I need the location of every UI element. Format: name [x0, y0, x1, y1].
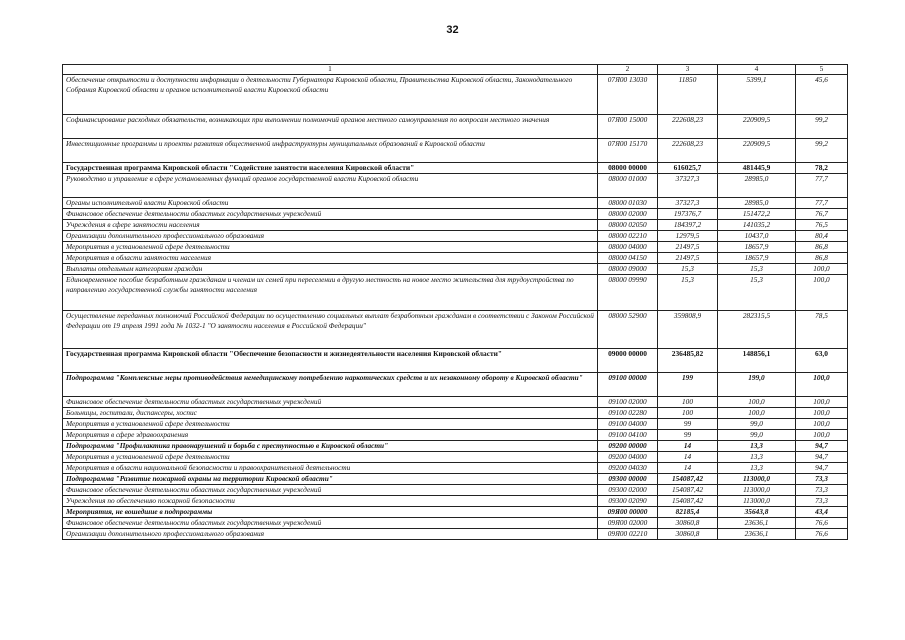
row-percent-cell: 76,5 — [796, 220, 848, 231]
row-plan-cell: 199 — [658, 373, 718, 397]
row-plan-cell: 616025,7 — [658, 163, 718, 174]
row-fact-cell: 113000,0 — [718, 474, 796, 485]
row-plan-cell: 15,3 — [658, 275, 718, 311]
row-code-cell: 08000 09000 — [598, 264, 658, 275]
row-percent-cell: 78,2 — [796, 163, 848, 174]
row-name-cell: Финансовое обеспечение деятельности областных государственных учреждений — [63, 209, 598, 220]
row-code-cell: 08000 09990 — [598, 275, 658, 311]
row-code-cell: 08000 00000 — [598, 163, 658, 174]
row-name-cell: Организации дополнительного профессионального образования — [63, 231, 598, 242]
row-code-cell: 08000 02050 — [598, 220, 658, 231]
row-code-cell: 08000 04150 — [598, 253, 658, 264]
row-fact-cell: 23636,1 — [718, 529, 796, 540]
row-percent-cell: 100,0 — [796, 275, 848, 311]
row-fact-cell: 220909,5 — [718, 115, 796, 139]
row-percent-cell: 100,0 — [796, 419, 848, 430]
page-number: 32 — [446, 24, 459, 36]
row-fact-cell: 282315,5 — [718, 311, 796, 349]
row-code-cell: 09300 00000 — [598, 474, 658, 485]
row-code-cell: 09Я00 02000 — [598, 518, 658, 529]
row-code-cell: 07Я00 13030 — [598, 75, 658, 115]
row-percent-cell: 73,3 — [796, 485, 848, 496]
row-percent-cell: 100,0 — [796, 373, 848, 397]
row-plan-cell: 30860,8 — [658, 529, 718, 540]
row-percent-cell: 77,7 — [796, 198, 848, 209]
row-name-cell: Подпрограмма "Развитие пожарной охраны на территории Кировской области" — [63, 474, 598, 485]
row-percent-cell: 86,8 — [796, 242, 848, 253]
row-fact-cell: 35643,8 — [718, 507, 796, 518]
row-name-cell: Обеспечение открытости и доступности информации о деятельности Губернатора Кировской области, Правительства Кировской области, Законодательного Собрания Кировской области и органов исполнительной власти Кировской области — [63, 75, 598, 115]
budget-table-container — [62, 64, 847, 540]
row-plan-cell: 99 — [658, 430, 718, 441]
row-plan-cell: 14 — [658, 452, 718, 463]
row-name-cell: Организации дополнительного профессионального образования — [63, 529, 598, 540]
row-plan-cell: 222608,23 — [658, 139, 718, 163]
table-row — [63, 231, 848, 242]
row-plan-cell: 100 — [658, 408, 718, 419]
table-row — [63, 485, 848, 496]
row-percent-cell: 94,7 — [796, 463, 848, 474]
row-fact-cell: 18657,9 — [718, 253, 796, 264]
row-fact-cell: 18657,9 — [718, 242, 796, 253]
row-plan-cell: 236485,82 — [658, 349, 718, 373]
row-plan-cell: 222608,23 — [658, 115, 718, 139]
table-row — [63, 463, 848, 474]
table-row — [63, 115, 848, 139]
table-row — [63, 220, 848, 231]
row-code-cell: 09100 04000 — [598, 419, 658, 430]
table-row — [63, 452, 848, 463]
row-percent-cell: 45,6 — [796, 75, 848, 115]
row-fact-cell: 220909,5 — [718, 139, 796, 163]
table-header-row — [63, 65, 848, 75]
row-plan-cell: 154087,42 — [658, 485, 718, 496]
table-body — [63, 75, 848, 540]
row-code-cell: 09Я00 02210 — [598, 529, 658, 540]
budget-table — [62, 64, 848, 540]
row-name-cell: Органы исполнительной власти Кировской области — [63, 198, 598, 209]
row-plan-cell: 37327,3 — [658, 174, 718, 198]
row-plan-cell: 154087,42 — [658, 474, 718, 485]
row-fact-cell: 13,3 — [718, 441, 796, 452]
row-name-cell: Государственная программа Кировской области "Содействие занятости населения Кировской области" — [63, 163, 598, 174]
row-name-cell: Мероприятия в сфере здравоохранения — [63, 430, 598, 441]
table-row — [63, 419, 848, 430]
table-row — [63, 139, 848, 163]
row-name-cell: Осуществление переданных полномочий Российской Федерации по осуществлению социальных выплат безработным гражданам в соответствии с Законом Российской Федерации от 19 апреля 1991 года № 1032-1 "О занятости населения в Российской Федерации" — [63, 311, 598, 349]
row-fact-cell: 28985,0 — [718, 198, 796, 209]
row-plan-cell: 14 — [658, 463, 718, 474]
row-name-cell: Мероприятия в области занятости населения — [63, 253, 598, 264]
row-plan-cell: 12979,5 — [658, 231, 718, 242]
row-name-cell: Учреждения по обеспечению пожарной безопасности — [63, 496, 598, 507]
row-fact-cell: 28985,0 — [718, 174, 796, 198]
row-percent-cell: 63,0 — [796, 349, 848, 373]
row-code-cell: 09100 04100 — [598, 430, 658, 441]
row-fact-cell: 23636,1 — [718, 518, 796, 529]
row-plan-cell: 359808,9 — [658, 311, 718, 349]
row-name-cell: Подпрограмма "Профилактика правонарушений и борьба с преступностью в Кировской области" — [63, 441, 598, 452]
row-percent-cell: 76,6 — [796, 529, 848, 540]
row-plan-cell: 37327,3 — [658, 198, 718, 209]
row-name-cell: Учреждения в сфере занятости населения — [63, 220, 598, 231]
row-name-cell: Мероприятия, не вошедшие в подпрограммы — [63, 507, 598, 518]
row-plan-cell: 184397,2 — [658, 220, 718, 231]
row-fact-cell: 113000,0 — [718, 496, 796, 507]
row-fact-cell: 148856,1 — [718, 349, 796, 373]
table-row — [63, 518, 848, 529]
row-code-cell: 09100 00000 — [598, 373, 658, 397]
table-row — [63, 311, 848, 349]
row-name-cell: Финансовое обеспечение деятельности областных государственных учреждений — [63, 485, 598, 496]
row-fact-cell: 113000,0 — [718, 485, 796, 496]
table-row — [63, 373, 848, 397]
table-row — [63, 441, 848, 452]
row-code-cell: 09300 02000 — [598, 485, 658, 496]
row-percent-cell: 94,7 — [796, 452, 848, 463]
row-percent-cell: 76,7 — [796, 209, 848, 220]
row-plan-cell: 21497,5 — [658, 253, 718, 264]
row-plan-cell: 197376,7 — [658, 209, 718, 220]
row-name-cell: Финансовое обеспечение деятельности областных государственных учреждений — [63, 397, 598, 408]
row-fact-cell: 13,3 — [718, 452, 796, 463]
table-row — [63, 529, 848, 540]
row-code-cell: 08000 02000 — [598, 209, 658, 220]
row-plan-cell: 154087,42 — [658, 496, 718, 507]
row-name-cell: Больницы, госпитали, диспансеры, хоспис — [63, 408, 598, 419]
table-row — [63, 209, 848, 220]
row-percent-cell: 43,4 — [796, 507, 848, 518]
row-percent-cell: 99,2 — [796, 115, 848, 139]
table-row — [63, 198, 848, 209]
row-percent-cell: 100,0 — [796, 408, 848, 419]
row-code-cell: 09Я00 00000 — [598, 507, 658, 518]
table-row — [63, 275, 848, 311]
row-plan-cell: 30860,8 — [658, 518, 718, 529]
row-code-cell: 08000 52900 — [598, 311, 658, 349]
row-code-cell: 08000 01000 — [598, 174, 658, 198]
row-percent-cell: 73,3 — [796, 474, 848, 485]
row-fact-cell: 100,0 — [718, 408, 796, 419]
table-row — [63, 163, 848, 174]
row-percent-cell: 100,0 — [796, 264, 848, 275]
row-fact-cell: 5399,1 — [718, 75, 796, 115]
row-name-cell: Подпрограмма "Комплексные меры противодействия немедицинскому потреблению наркотических средств и их незаконному обороту в Кировской области" — [63, 373, 598, 397]
table-row — [63, 496, 848, 507]
table-row — [63, 408, 848, 419]
row-plan-cell: 100 — [658, 397, 718, 408]
table-row — [63, 507, 848, 518]
row-plan-cell: 14 — [658, 441, 718, 452]
table-row — [63, 253, 848, 264]
row-name-cell: Мероприятия в области национальной безопасности и правоохранительной деятельности — [63, 463, 598, 474]
row-percent-cell: 77,7 — [796, 174, 848, 198]
row-name-cell: Мероприятия в установленной сфере деятельности — [63, 242, 598, 253]
header-col-4: 4 — [718, 65, 796, 75]
row-code-cell: 09200 04000 — [598, 452, 658, 463]
row-code-cell: 09100 02280 — [598, 408, 658, 419]
row-percent-cell: 73,3 — [796, 496, 848, 507]
header-col-3: 3 — [658, 65, 718, 75]
row-code-cell: 09200 00000 — [598, 441, 658, 452]
table-row — [63, 474, 848, 485]
row-percent-cell: 78,5 — [796, 311, 848, 349]
row-fact-cell: 13,3 — [718, 463, 796, 474]
row-fact-cell: 151472,2 — [718, 209, 796, 220]
row-code-cell: 09100 02000 — [598, 397, 658, 408]
row-code-cell: 07Я00 15170 — [598, 139, 658, 163]
row-percent-cell: 100,0 — [796, 397, 848, 408]
row-plan-cell: 21497,5 — [658, 242, 718, 253]
row-fact-cell: 15,3 — [718, 264, 796, 275]
row-fact-cell: 141035,2 — [718, 220, 796, 231]
header-col-2: 2 — [598, 65, 658, 75]
row-code-cell: 07Я00 15000 — [598, 115, 658, 139]
row-percent-cell: 76,6 — [796, 518, 848, 529]
header-col-5: 5 — [796, 65, 848, 75]
row-plan-cell: 82185,4 — [658, 507, 718, 518]
table-row — [63, 75, 848, 115]
row-name-cell: Финансовое обеспечение деятельности областных государственных учреждений — [63, 518, 598, 529]
row-name-cell: Инвестиционные программы и проекты развития общественной инфраструктуры муниципальных образований в Кировской области — [63, 139, 598, 163]
row-fact-cell: 99,0 — [718, 430, 796, 441]
row-percent-cell: 86,8 — [796, 253, 848, 264]
row-fact-cell: 10437,0 — [718, 231, 796, 242]
row-plan-cell: 99 — [658, 419, 718, 430]
row-fact-cell: 15,3 — [718, 275, 796, 311]
row-code-cell: 09300 02090 — [598, 496, 658, 507]
table-row — [63, 397, 848, 408]
table-row — [63, 264, 848, 275]
row-percent-cell: 99,2 — [796, 139, 848, 163]
row-code-cell: 09200 04030 — [598, 463, 658, 474]
row-name-cell: Выплаты отдельным категориям граждан — [63, 264, 598, 275]
table-row — [63, 349, 848, 373]
row-percent-cell: 100,0 — [796, 430, 848, 441]
row-name-cell: Мероприятия в установленной сфере деятельности — [63, 419, 598, 430]
row-name-cell: Государственная программа Кировской области "Обеспечение безопасности и жизнедеятельности населения Кировской области" — [63, 349, 598, 373]
row-code-cell: 08000 04000 — [598, 242, 658, 253]
row-fact-cell: 100,0 — [718, 397, 796, 408]
row-plan-cell: 11850 — [658, 75, 718, 115]
row-fact-cell: 99,0 — [718, 419, 796, 430]
row-percent-cell: 80,4 — [796, 231, 848, 242]
row-name-cell: Единовременное пособие безработным гражданам и членам их семей при переселении в другую местность на новое место жительства для трудоустройства по направлению государственной службы занятости населения — [63, 275, 598, 311]
row-plan-cell: 15,3 — [658, 264, 718, 275]
table-row — [63, 242, 848, 253]
row-name-cell: Руководство и управление в сфере установленных функций органов государственной власти Кировской области — [63, 174, 598, 198]
row-fact-cell: 199,0 — [718, 373, 796, 397]
row-code-cell: 08000 01030 — [598, 198, 658, 209]
row-code-cell: 08000 02210 — [598, 231, 658, 242]
row-code-cell: 09000 00000 — [598, 349, 658, 373]
row-name-cell: Мероприятия в установленной сфере деятельности — [63, 452, 598, 463]
table-row — [63, 174, 848, 198]
row-fact-cell: 481445,9 — [718, 163, 796, 174]
row-name-cell: Софинансирование расходных обязательств, возникающих при выполнении полномочий органов местного самоуправления по вопросам местного значения — [63, 115, 598, 139]
table-row — [63, 430, 848, 441]
header-col-1: 1 — [63, 65, 598, 75]
row-percent-cell: 94,7 — [796, 441, 848, 452]
